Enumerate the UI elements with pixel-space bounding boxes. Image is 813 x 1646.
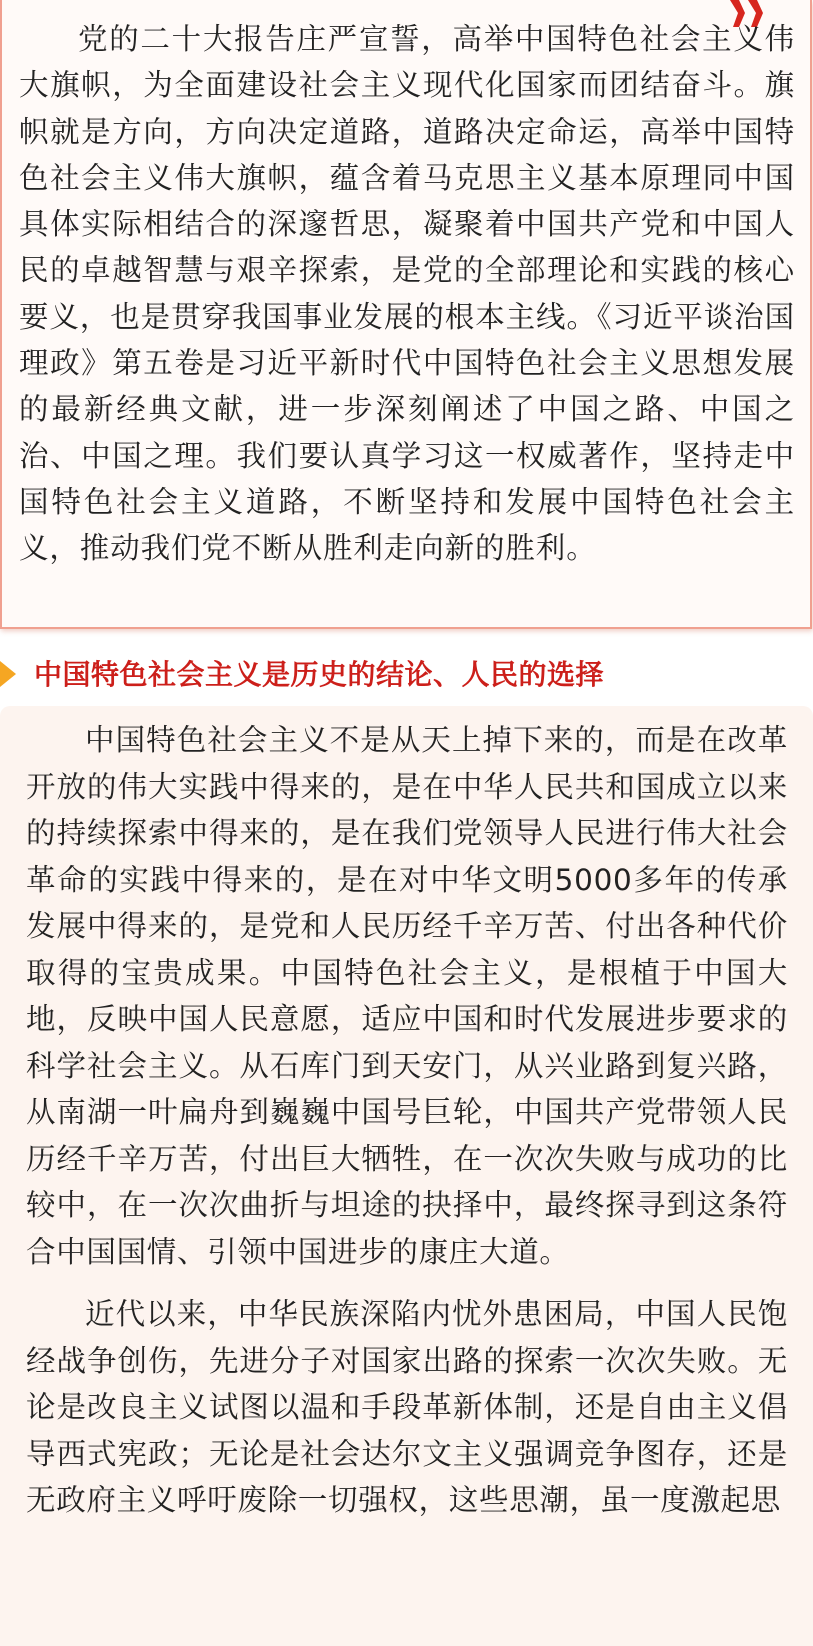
paragraph: 中国特色社会主义不是从天上掉下来的，而是在改革开放的伟大实践中得来的，是在中华人民共和国成立以来的持续探索中得来的，是在我们党领导人民进行伟大社会革命的实践中得来的，是在对中华文明5000多年的传承发展中得来的，是党和人民历经千辛万苦、付出各种代价取得的宝贵成果。中国特色社会主义，是根植于中国大地，反映中国人民意愿，适应中国和时代发展进步要求的科学社会主义。从石库门到天安门，从兴业路到复兴路，从南湖一叶扁舟到巍巍中国号巨轮，中国共产党带领人民历经千辛万苦，付出巨大牺牲，在一次次失败与成功的比较中，在一次次曲折与坦途的抉择中，最终探寻到这条符合中国国情、引领中国进步的康庄大道。 [26,723,788,1269]
paragraph: 近代以来，中华民族深陷内忧外患困局，中国人民饱经战争创伤，先进分子对国家出路的探索一次次失败。无论是改良主义试图以温和手段革新体制，还是自由主义倡导西式宪政；无论是社会达尔文主义强调竞争图存，还是无政府主义呼吁废除一切强权，这些思潮，虽一度激起思 [26,1297,788,1517]
section-title: 中国特色社会主义是历史的结论、人民的选择 [34,658,605,691]
quote-text: 党的二十大报告庄严宣誓，高举中国特色社会主义伟大旗帜，为全面建设社会主义现代化国家而团结奋斗。旗帜就是方向，方向决定道路，道路决定命运，高举中国特色社会主义伟大旗帜，蕴含着马克思主义基本原理同中国具体实际相结合的深邃哲思，凝聚着中国共产党和中国人民的卓越智慧与艰辛探索，是党的全部理论和实践的核心要义，也是贯穿我国事业发展的根本主线。《习近平谈治国理政》第五卷是习近平新时代中国特色社会主义思想发展的最新经典文献，进一步深刻阐述了中国之路、中国之治、中国之理。我们要认真学习这一权威著作，坚持走中国特色社会主义道路，不断坚持和发展中国特色社会主义，推动我们党不断从胜利走向新的胜利。 [19,22,795,566]
article-body [26,717,788,1540]
arrow-right-icon [0,659,20,689]
section-heading [0,655,813,695]
